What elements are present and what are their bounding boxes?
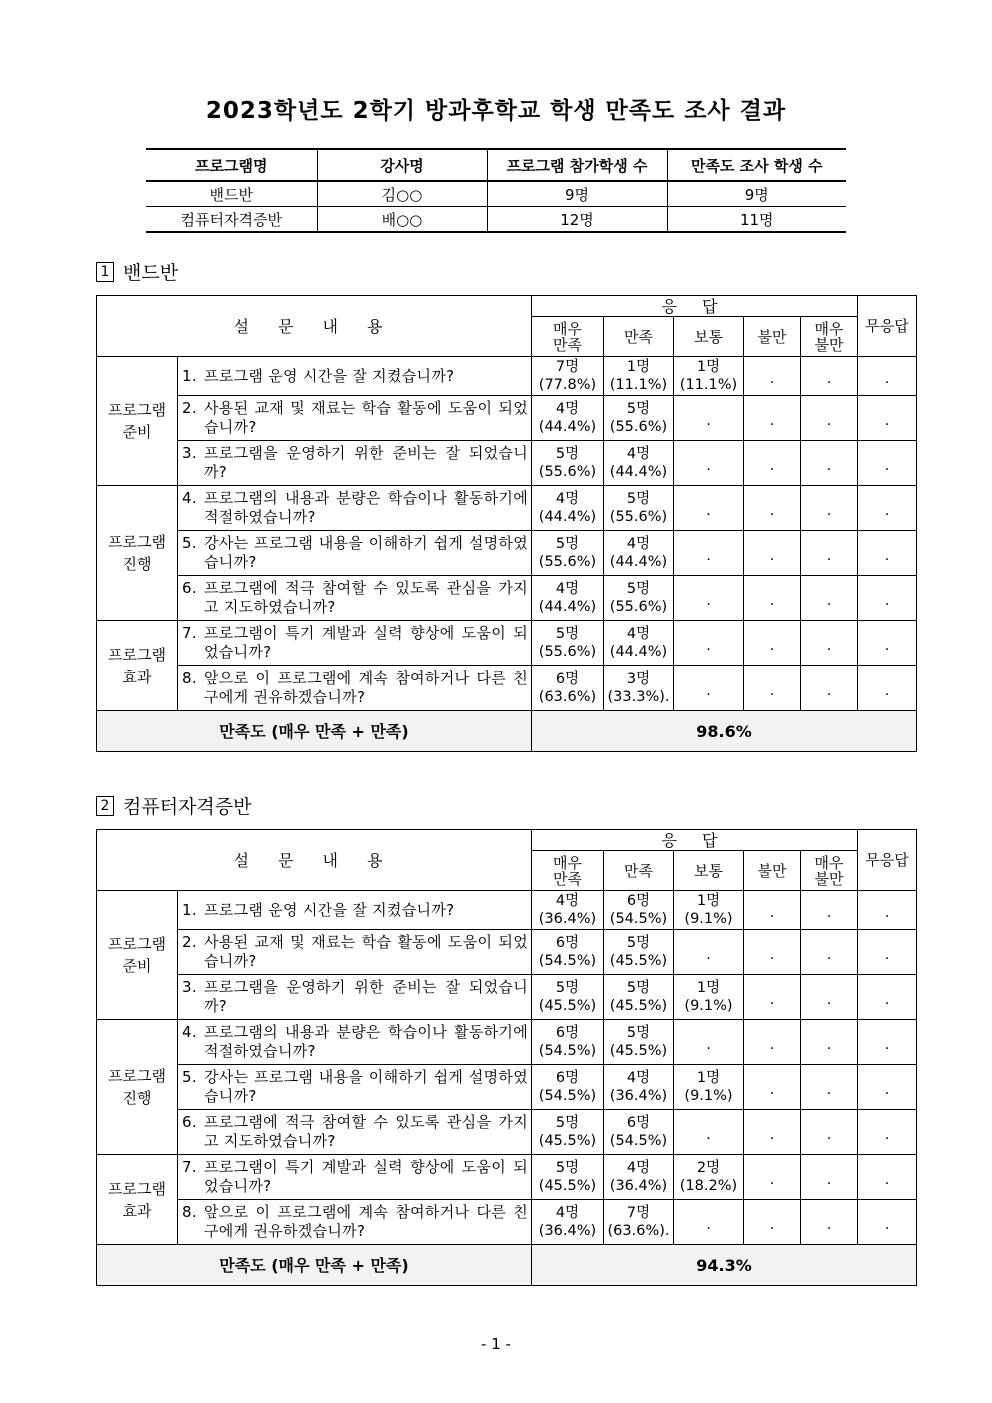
summary-cell: 9명 [487, 181, 667, 207]
satisfaction-value: 98.6% [532, 711, 917, 752]
question-text: 프로그램에 적극 참여할 수 있도록 관심을 가지고 지도하였습니까? [204, 1113, 528, 1150]
response-cell: . [674, 1110, 744, 1155]
response-column-header: 만족 [604, 317, 674, 357]
summary-cell: 컴퓨터자격증반 [146, 207, 317, 233]
question-text-cell [178, 621, 532, 666]
response-cell: . [744, 666, 801, 711]
question-number: 1. [182, 900, 197, 919]
response-cell: . [674, 1200, 744, 1245]
response-cell: . [744, 441, 801, 486]
response-column-header: 보통 [674, 317, 744, 357]
question-number: 5. [182, 1068, 197, 1086]
response-cell: 1명 (11.1%) [604, 357, 674, 396]
question-text-cell [178, 1155, 532, 1200]
response-cell: 5명 (45.5%) [532, 1110, 604, 1155]
response-cell: 3명 (33.3%). [604, 666, 674, 711]
response-cell: . [858, 975, 917, 1020]
response-cell: 5명 (45.5%) [604, 975, 674, 1020]
survey-no-response-header: 무응답 [858, 296, 917, 357]
question-text: 프로그램의 내용과 분량은 학습이나 활동하기에 적절하였습니까? [204, 1023, 528, 1060]
response-cell: 4명 (44.4%) [532, 486, 604, 531]
response-cell: . [801, 357, 858, 396]
satisfaction-row [97, 711, 917, 752]
response-column-header: 매우 불만 [801, 851, 858, 891]
response-column-header: 불만 [744, 851, 801, 891]
response-cell: . [674, 666, 744, 711]
response-cell: . [744, 486, 801, 531]
response-cell: 5명 (45.5%) [604, 1020, 674, 1065]
response-cell: . [744, 357, 801, 396]
response-cell: . [744, 891, 801, 930]
response-column-header: 만족 [604, 851, 674, 891]
response-cell: 6명 (54.5%) [604, 891, 674, 930]
summary-cell: 김○○ [317, 181, 487, 207]
question-row [97, 441, 917, 486]
question-text: 사용된 교재 및 재료는 학습 활동에 도움이 되었습니까? [204, 399, 528, 436]
response-cell: . [858, 441, 917, 486]
satisfaction-row [97, 1245, 917, 1286]
response-cell: . [801, 1065, 858, 1110]
response-cell: . [801, 486, 858, 531]
summary-cell: 배○○ [317, 207, 487, 233]
question-text-cell [178, 486, 532, 531]
question-text: 프로그램이 특기 계발과 실력 향상에 도움이 되었습니까? [204, 624, 528, 661]
response-cell: 5명 (45.5%) [604, 930, 674, 975]
response-cell: . [674, 531, 744, 576]
question-number: 8. [182, 1203, 197, 1221]
response-cell: . [858, 891, 917, 930]
response-cell: . [744, 621, 801, 666]
response-cell: 1명 (9.1%) [674, 975, 744, 1020]
question-text-cell [178, 576, 532, 621]
survey-table [96, 295, 917, 752]
response-cell: . [801, 975, 858, 1020]
response-cell: 1명 (9.1%) [674, 1065, 744, 1110]
question-number: 6. [182, 1113, 197, 1131]
response-cell: . [744, 396, 801, 441]
question-number: 5. [182, 534, 197, 552]
response-cell: . [674, 396, 744, 441]
question-number: 3. [182, 444, 197, 462]
response-cell: . [674, 1020, 744, 1065]
response-column-header: 불만 [744, 317, 801, 357]
response-cell: . [744, 975, 801, 1020]
summary-cell: 11명 [667, 207, 846, 233]
program-summary-table [146, 148, 846, 233]
response-cell: . [801, 1110, 858, 1155]
question-row [97, 621, 917, 666]
question-text-cell [178, 975, 532, 1020]
question-text: 프로그램 운영 시간을 잘 지켰습니까? [204, 366, 455, 385]
satisfaction-value: 94.3% [532, 1245, 917, 1286]
summary-header-cell: 강사명 [317, 149, 487, 181]
response-cell: . [744, 930, 801, 975]
response-cell: . [801, 666, 858, 711]
response-cell: 4명 (36.4%) [604, 1155, 674, 1200]
question-number: 2. [182, 399, 197, 417]
question-row [97, 486, 917, 531]
response-cell: . [858, 1020, 917, 1065]
response-cell: . [744, 1065, 801, 1110]
question-row [97, 930, 917, 975]
category-cell: 프로그램 진행 [97, 1020, 178, 1155]
question-text-cell [178, 930, 532, 975]
response-cell: . [744, 531, 801, 576]
category-cell: 프로그램 준비 [97, 891, 178, 1020]
survey-header-row [97, 296, 917, 317]
question-row [97, 531, 917, 576]
question-number: 2. [182, 933, 197, 951]
question-text: 프로그램을 운영하기 위한 준비는 잘 되었습니까? [204, 444, 528, 481]
question-text: 프로그램 운영 시간을 잘 지켰습니까? [204, 900, 455, 919]
question-text: 프로그램이 특기 계발과 실력 향상에 도움이 되었습니까? [204, 1158, 528, 1195]
question-number: 3. [182, 978, 197, 996]
question-text-cell [178, 531, 532, 576]
summary-cell: 밴드반 [146, 181, 317, 207]
question-text-cell [178, 1200, 532, 1245]
question-text-cell [178, 357, 532, 396]
response-cell: 4명 (44.4%) [604, 531, 674, 576]
response-cell: . [674, 930, 744, 975]
response-cell: . [801, 1200, 858, 1245]
response-cell: 5명 (55.6%) [532, 441, 604, 486]
response-cell: 4명 (44.4%) [532, 576, 604, 621]
category-cell: 프로그램 진행 [97, 486, 178, 621]
response-cell: . [744, 1200, 801, 1245]
question-text: 프로그램을 운영하기 위한 준비는 잘 되었습니까? [204, 978, 528, 1015]
category-cell: 프로그램 효과 [97, 1155, 178, 1245]
response-cell: 5명 (55.6%) [532, 621, 604, 666]
response-cell: 5명 (55.6%) [604, 396, 674, 441]
response-cell: 7명 (77.8%) [532, 357, 604, 396]
section-heading [96, 258, 178, 285]
question-row [97, 1155, 917, 1200]
question-text-cell [178, 891, 532, 930]
response-column-header: 매우 만족 [532, 851, 604, 891]
question-row [97, 1020, 917, 1065]
response-cell: 5명 (45.5%) [532, 975, 604, 1020]
survey-no-response-header: 무응답 [858, 830, 917, 891]
question-number: 4. [182, 1023, 197, 1041]
question-row [97, 396, 917, 441]
response-cell: . [801, 930, 858, 975]
question-number: 1. [182, 366, 197, 385]
response-cell: 2명 (18.2%) [674, 1155, 744, 1200]
section-heading [96, 792, 251, 819]
response-cell: . [744, 1020, 801, 1065]
summary-header-cell: 프로그램명 [146, 149, 317, 181]
response-cell: . [858, 930, 917, 975]
response-cell: . [801, 891, 858, 930]
response-cell: . [801, 396, 858, 441]
response-cell: 4명 (44.4%) [604, 621, 674, 666]
response-column-header: 보통 [674, 851, 744, 891]
response-cell: . [674, 576, 744, 621]
question-text: 사용된 교재 및 재료는 학습 활동에 도움이 되었습니까? [204, 933, 528, 970]
response-cell: 4명 (44.4%) [604, 441, 674, 486]
question-row [97, 891, 917, 930]
question-number: 7. [182, 1158, 197, 1176]
response-cell: . [858, 666, 917, 711]
response-cell: . [801, 621, 858, 666]
response-cell: 6명 (63.6%) [532, 666, 604, 711]
response-cell: . [674, 441, 744, 486]
question-text: 프로그램에 적극 참여할 수 있도록 관심을 가지고 지도하였습니까? [204, 579, 528, 616]
question-text: 앞으로 이 프로그램에 계속 참여하거나 다른 친구에게 권유하겠습니까? [204, 1203, 528, 1240]
satisfaction-label: 만족도 (매우 만족 + 만족) [97, 1245, 532, 1286]
response-cell: . [801, 576, 858, 621]
survey-content-header: 설 문 내 용 [97, 296, 532, 357]
response-cell: 1명 (9.1%) [674, 891, 744, 930]
response-cell: 6명 (54.5%) [532, 930, 604, 975]
summary-row [146, 207, 846, 233]
question-row [97, 1065, 917, 1110]
response-cell: . [674, 486, 744, 531]
question-row [97, 975, 917, 1020]
response-column-header: 매우 불만 [801, 317, 858, 357]
question-text-cell [178, 396, 532, 441]
question-text: 강사는 프로그램 내용을 이해하기 쉽게 설명하였습니까? [204, 1068, 528, 1105]
question-text-cell [178, 1020, 532, 1065]
section-title: 밴드반 [123, 262, 179, 284]
response-cell: 5명 (55.6%) [604, 486, 674, 531]
question-text: 프로그램의 내용과 분량은 학습이나 활동하기에 적절하였습니까? [204, 489, 528, 526]
category-cell: 프로그램 준비 [97, 357, 178, 486]
response-cell: . [858, 531, 917, 576]
response-cell: . [801, 441, 858, 486]
response-cell: 4명 (36.4%) [532, 1200, 604, 1245]
response-cell: . [858, 357, 917, 396]
response-cell: 4명 (36.4%) [604, 1065, 674, 1110]
question-text-cell [178, 666, 532, 711]
response-cell: 7명 (63.6%). [604, 1200, 674, 1245]
summary-cell: 9명 [667, 181, 846, 207]
response-cell: 6명 (54.5%) [532, 1020, 604, 1065]
question-text-cell [178, 441, 532, 486]
category-cell: 프로그램 효과 [97, 621, 178, 711]
document-title: 2023학년도 2학기 방과후학교 학생 만족도 조사 결과 [205, 98, 787, 124]
response-cell: 4명 (36.4%) [532, 891, 604, 930]
response-cell: . [858, 576, 917, 621]
summary-header-row [146, 149, 846, 181]
response-cell: . [744, 576, 801, 621]
question-row [97, 1200, 917, 1245]
survey-table [96, 829, 917, 1286]
response-cell: . [801, 531, 858, 576]
response-cell: . [858, 1065, 917, 1110]
response-cell: . [744, 1110, 801, 1155]
response-cell: 5명 (45.5%) [532, 1155, 604, 1200]
response-cell: . [858, 1110, 917, 1155]
summary-header-cell: 만족도 조사 학생 수 [667, 149, 846, 181]
response-cell: . [801, 1155, 858, 1200]
satisfaction-label: 만족도 (매우 만족 + 만족) [97, 711, 532, 752]
response-cell: . [858, 1155, 917, 1200]
question-row [97, 1110, 917, 1155]
response-column-header: 매우 만족 [532, 317, 604, 357]
question-text-cell [178, 1110, 532, 1155]
response-cell: . [801, 1020, 858, 1065]
response-cell: 6명 (54.5%) [532, 1065, 604, 1110]
section-number-box: 2 [96, 796, 114, 816]
survey-response-header: 응 답 [532, 830, 858, 851]
survey-header-row [97, 830, 917, 851]
question-number: 8. [182, 669, 197, 687]
question-number: 6. [182, 579, 197, 597]
response-cell: . [744, 1155, 801, 1200]
survey-content-header: 설 문 내 용 [97, 830, 532, 891]
page-number: - 1 - [481, 1335, 511, 1353]
response-cell: . [858, 1200, 917, 1245]
response-cell: . [674, 621, 744, 666]
summary-header-cell: 프로그램 참가학생 수 [487, 149, 667, 181]
summary-row [146, 181, 846, 207]
section-number-box: 1 [96, 262, 114, 282]
question-row [97, 357, 917, 396]
section-title: 컴퓨터자격증반 [123, 796, 252, 818]
summary-cell: 12명 [487, 207, 667, 233]
question-number: 7. [182, 624, 197, 642]
survey-response-header: 응 답 [532, 296, 858, 317]
question-text: 앞으로 이 프로그램에 계속 참여하거나 다른 친구에게 권유하겠습니까? [204, 669, 528, 706]
response-cell: . [858, 621, 917, 666]
response-cell: 6명 (54.5%) [604, 1110, 674, 1155]
response-cell: . [858, 486, 917, 531]
question-number: 4. [182, 489, 197, 507]
question-row [97, 666, 917, 711]
response-cell: 5명 (55.6%) [532, 531, 604, 576]
response-cell: 4명 (44.4%) [532, 396, 604, 441]
response-cell: 5명 (55.6%) [604, 576, 674, 621]
question-row [97, 576, 917, 621]
response-cell: 1명 (11.1%) [674, 357, 744, 396]
question-text-cell [178, 1065, 532, 1110]
response-cell: . [858, 396, 917, 441]
question-text: 강사는 프로그램 내용을 이해하기 쉽게 설명하였습니까? [204, 534, 528, 571]
